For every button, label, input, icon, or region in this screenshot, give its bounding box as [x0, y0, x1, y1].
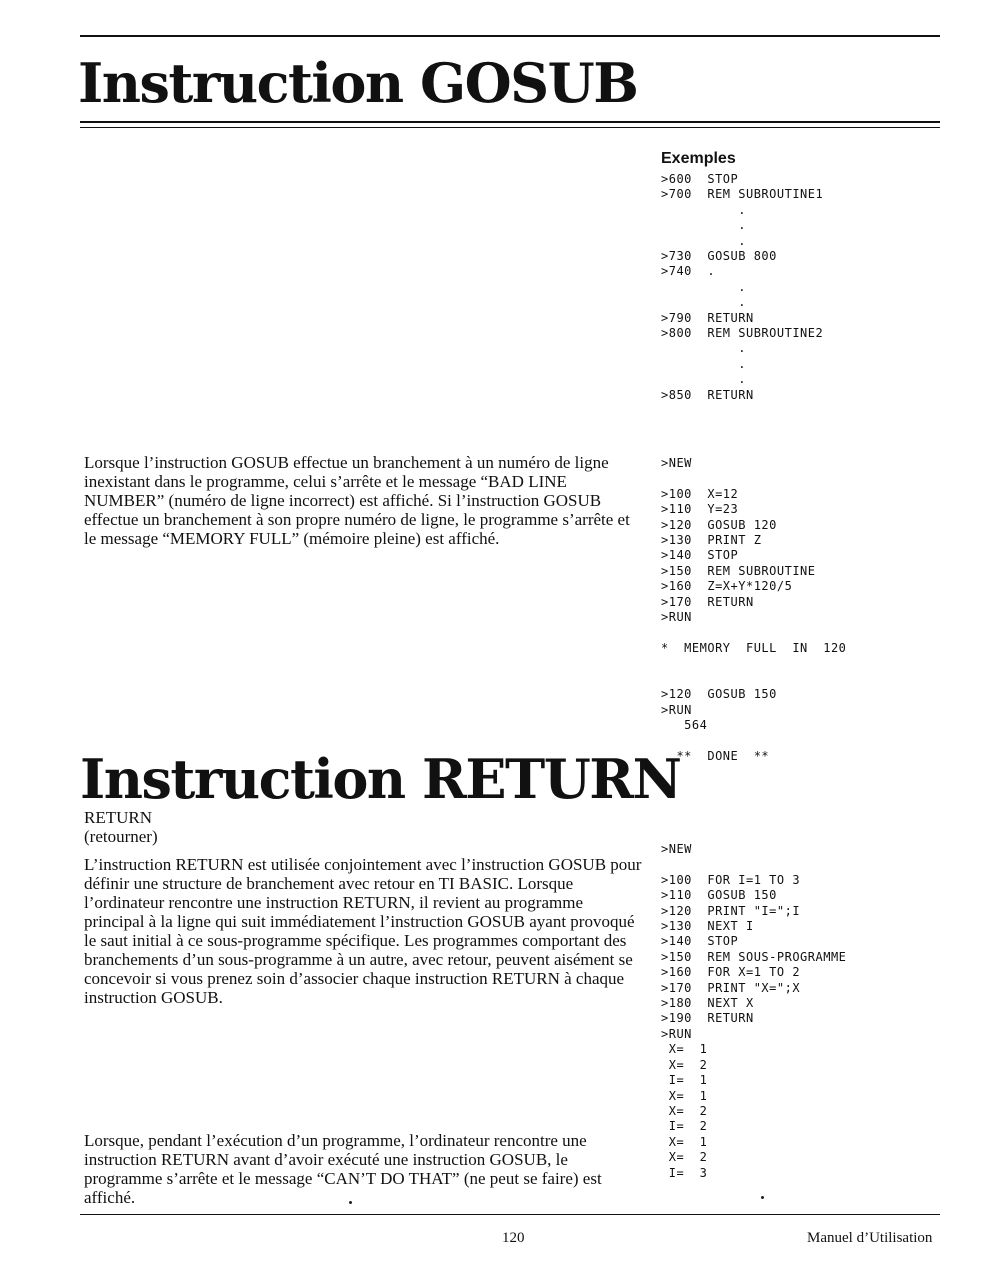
code-line: >600 STOP	[661, 172, 739, 186]
code-line: >NEW	[661, 456, 692, 470]
code-line: .	[661, 202, 746, 217]
code-line: >160 FOR X=1 TO 2	[661, 965, 801, 980]
title-rule-upper	[80, 121, 940, 123]
code-line: >100 FOR I=1 TO 3	[661, 872, 801, 887]
code-line: X= 2	[661, 1103, 708, 1118]
code-line: >140 STOP	[661, 934, 739, 949]
code-line: >800 REM SUBROUTINE2	[661, 326, 824, 341]
code-line: >150 REM SUBROUTINE	[661, 563, 816, 578]
return-translation: (retourner)	[84, 827, 158, 846]
code-line: >120 GOSUB 150	[661, 687, 777, 702]
code-line: >RUN	[661, 702, 692, 717]
code-line: >740 .	[661, 264, 716, 279]
code-line: >150 REM SOUS-PROGRAMME	[661, 949, 847, 964]
page-title-return: Instruction RETURN	[80, 747, 681, 811]
code-line: >170 PRINT "X=";X	[661, 980, 801, 995]
bottom-rule	[80, 1214, 940, 1215]
code-line: >190 RETURN	[661, 1011, 754, 1026]
code-line: .	[661, 372, 746, 387]
code-example-return	[661, 842, 846, 1181]
manual-name: Manuel d’Utilisation	[807, 1230, 933, 1246]
code-line: .	[661, 279, 746, 294]
code-line: >730 GOSUB 800	[661, 249, 777, 264]
code-line: >RUN	[661, 1026, 692, 1041]
code-line: * MEMORY FULL IN 120	[661, 640, 847, 655]
code-line: >180 NEXT X	[661, 996, 754, 1011]
code-line: >110 GOSUB 150	[661, 888, 777, 903]
code-line: >NEW	[661, 842, 692, 856]
print-mark	[349, 1201, 352, 1204]
code-line: >130 NEXT I	[661, 919, 754, 934]
code-line: >100 X=12	[661, 486, 739, 501]
code-line: >160 Z=X+Y*120/5	[661, 579, 793, 594]
code-line: X= 1	[661, 1088, 708, 1103]
gosub-error-paragraph: Lorsque l’instruction GOSUB effectue un branchement à un numéro de ligne inexistant dans le programme, celui s’arrête et le message “BAD LINE NUMBER” (numéro de ligne incorrect) est affiché. Si l’instruction GOSUB effectue un branchement à son propre numéro de ligne, le programme s’arrête et le message “MEMORY FULL” (mémoire pleine) est affiché.	[84, 453, 630, 548]
print-mark	[761, 1196, 764, 1199]
code-line: >170 RETURN	[661, 594, 754, 609]
code-line: X= 2	[661, 1057, 708, 1072]
code-line: >790 RETURN	[661, 310, 754, 325]
code-line: >RUN	[661, 610, 692, 625]
code-line: >700 REM SUBROUTINE1	[661, 187, 824, 202]
code-line: I= 2	[661, 1119, 708, 1134]
return-error-paragraph: Lorsque, pendant l’exécution d’un programme, l’ordinateur rencontre une instruction RETURN avant d’avoir exécuté une instruction GOSUB, le programme s’arrête et le message “CAN’T DO THAT” (ne peut se faire) est affiché.	[84, 1131, 602, 1207]
code-line: ** DONE **	[661, 748, 770, 763]
top-rule	[80, 35, 940, 37]
code-example-gosub	[661, 172, 823, 403]
code-line: I= 1	[661, 1073, 708, 1088]
title-rule-lower	[80, 127, 940, 128]
return-description-paragraph: L’instruction RETURN est utilisée conjointement avec l’instruction GOSUB pour définir une structure de branchement avec retour en TI BASIC. Lorsque l’ordinateur rencontre une instruction RETURN, il revient au programme principal à la ligne qui suit immédiatement l’instruction GOSUB ayant provoqué le saut initial à ce sous-programme spécifique. Les programmes comportant des branchements d’un sous-programme à un autre, avec retour, peuvent aisément se concevoir si vous prenez soin d’associer chaque instruction RETURN à chaque instruction GOSUB.	[84, 855, 642, 1007]
page-number: 120	[502, 1230, 525, 1246]
code-line: >140 STOP	[661, 548, 739, 563]
return-keyword: RETURN	[84, 808, 152, 827]
code-line: >110 Y=23	[661, 502, 739, 517]
code-line: >850 RETURN	[661, 387, 754, 402]
code-line: >120 PRINT "I=";I	[661, 903, 801, 918]
page-title-gosub: Instruction GOSUB	[78, 51, 638, 115]
code-line: >130 PRINT Z	[661, 533, 762, 548]
code-line: 564	[661, 717, 708, 732]
code-line: .	[661, 233, 746, 248]
examples-label: Exemples	[661, 150, 736, 167]
code-line: .	[661, 295, 746, 310]
code-line: X= 2	[661, 1150, 708, 1165]
code-line: .	[661, 356, 746, 371]
code-line: X= 1	[661, 1042, 708, 1057]
code-line: X= 1	[661, 1134, 708, 1149]
code-line: I= 3	[661, 1165, 708, 1180]
code-line: .	[661, 341, 746, 356]
code-example-memory-full	[661, 456, 846, 764]
code-line: .	[661, 218, 746, 233]
code-line: >120 GOSUB 120	[661, 517, 777, 532]
